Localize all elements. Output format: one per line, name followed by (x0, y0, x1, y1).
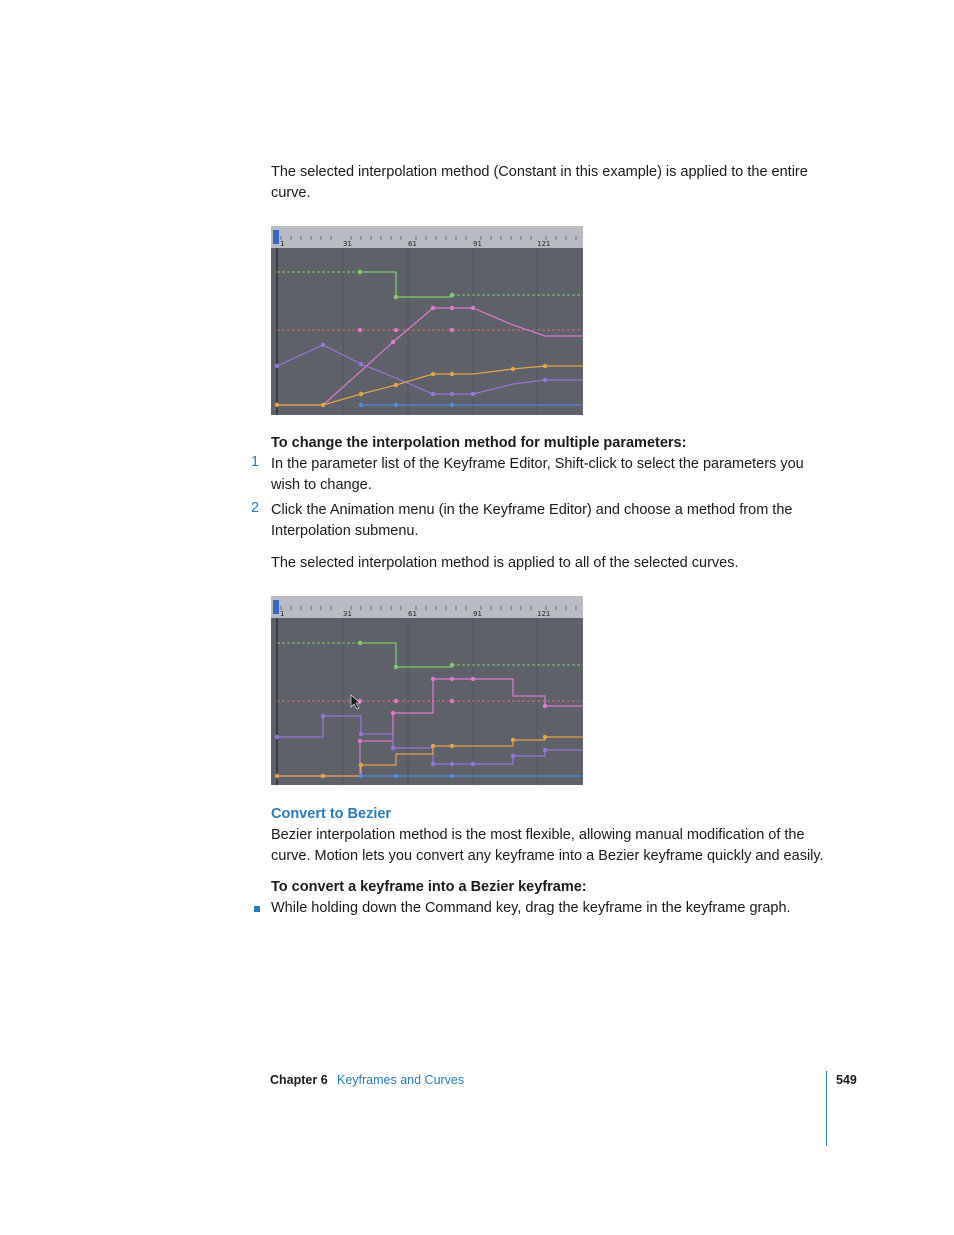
ruler-label-1: 1 (280, 610, 285, 618)
step-2-line-1: Click the Animation menu (in the Keyframe Editor) and choose a method from the (271, 502, 793, 518)
section-1-heading: To change the interpolation method for multiple parameters: (271, 435, 687, 451)
section-2-bullet-text: While holding down the Command key, drag the keyframe in the keyframe graph. (271, 900, 791, 916)
section-2-line-1: Bezier interpolation method is the most flexible, allowing manual modification of the (271, 827, 805, 843)
ruler-label-91: 91 (473, 610, 482, 618)
step-1-line-1: In the parameter list of the Keyframe Editor, Shift-click to select the parameters you (271, 456, 804, 472)
ruler-label-31: 31 (343, 610, 352, 618)
playhead-icon[interactable] (273, 600, 279, 614)
green-curve (360, 272, 452, 297)
keyframe-graph-1-svg (271, 226, 583, 415)
ruler-label-61: 61 (408, 240, 417, 248)
ruler-label-1: 1 (280, 240, 285, 248)
keyframe-points[interactable] (275, 641, 547, 778)
intro-paragraph (271, 162, 831, 204)
keyframe-graph-figure-2 (271, 596, 583, 785)
bullet-icon (254, 906, 260, 912)
green-curve (360, 643, 452, 667)
step-2-line-2: Interpolation submenu. (271, 523, 419, 539)
ruler-label-121: 121 (537, 240, 551, 248)
step-2-number: 2 (251, 500, 260, 516)
intro-line-2: curve. (271, 185, 311, 201)
ruler-label-91: 91 (473, 240, 482, 248)
ruler-label-31: 31 (343, 240, 352, 248)
intro-line-1: The selected interpolation method (Constant in this example) is applied to the entire (271, 164, 808, 180)
step-1-line-2: wish to change. (271, 477, 372, 493)
section-1-result: The selected interpolation method is applied to all of the selected curves. (271, 555, 739, 571)
footer-chapter-title: Keyframes and Curves (337, 1073, 465, 1087)
keyframe-graph-2-svg (271, 596, 583, 785)
keyframe-points[interactable] (275, 270, 547, 407)
footer-chapter: Chapter 6 (270, 1073, 328, 1087)
mouse-pointer-icon (351, 695, 360, 709)
playhead-icon[interactable] (273, 230, 279, 244)
step-2-text (271, 500, 831, 542)
section-2-title: Convert to Bezier (271, 806, 392, 822)
section-2-heading: To convert a keyframe into a Bezier keyframe: (271, 879, 587, 895)
section-2-paragraph (271, 825, 831, 867)
keyframe-graph-figure-1 (271, 226, 583, 415)
page-number: 549 (836, 1073, 857, 1087)
section-2-line-2: curve. Motion lets you convert any keyframe into a Bezier keyframe quickly and easily. (271, 848, 824, 864)
ruler-label-121: 121 (537, 610, 551, 618)
footer-divider (826, 1071, 827, 1146)
ruler-label-61: 61 (408, 610, 417, 618)
step-1-text (271, 454, 831, 496)
graph-gridlines (343, 248, 537, 415)
step-1-number: 1 (251, 454, 260, 470)
